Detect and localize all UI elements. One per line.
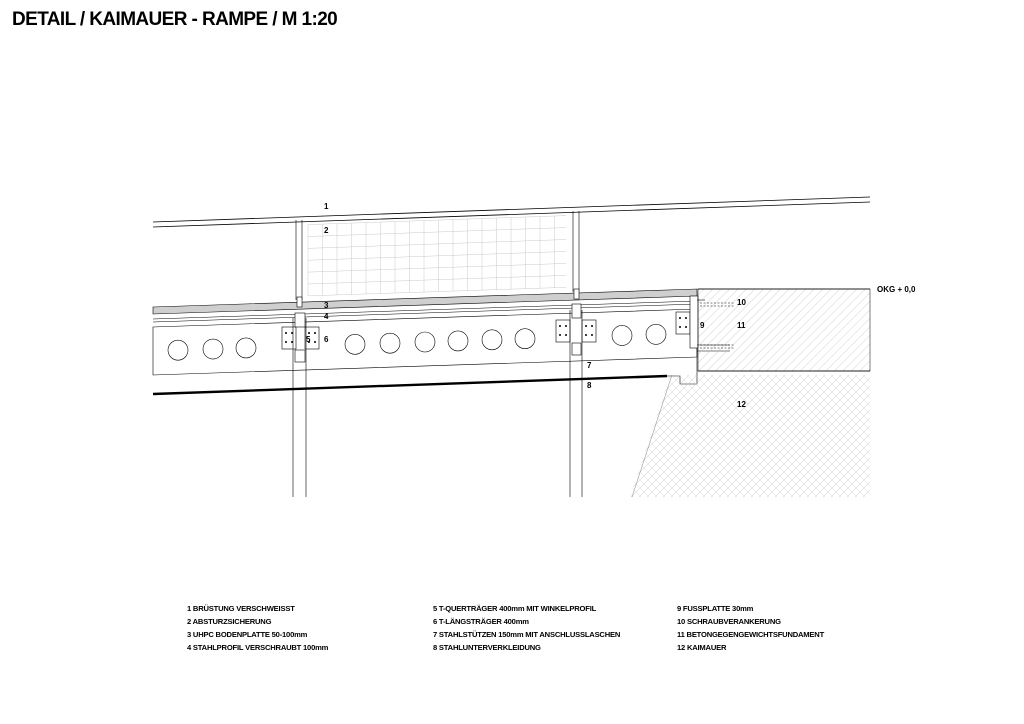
connection-plate-left [282, 327, 296, 349]
mesh-wire [308, 275, 566, 284]
legend-item: 11 BETONGEGENGEWICHTSFUNDAMENT [677, 630, 825, 639]
web-opening [515, 329, 535, 349]
callout-12: 12 [737, 400, 746, 409]
counterweight-foundation [698, 289, 870, 371]
web-opening [612, 325, 632, 345]
callout-4: 4 [324, 312, 329, 321]
railing [153, 197, 870, 300]
web-opening [380, 333, 400, 353]
longitudinal-girder [153, 309, 697, 375]
legend-item: 4 STAHLPROFIL VERSCHRAUBT 100mm [187, 643, 329, 652]
callout-3: 3 [324, 301, 329, 310]
web-opening [482, 330, 502, 350]
legend-item: 5 T-QUERTRÄGER 400mm MIT WINKELPROFIL [433, 604, 597, 613]
connection-plate-mid-2 [582, 320, 596, 342]
legend-item: 9 FUSSPLATTE 30mm [677, 604, 754, 613]
legend-item: 1 BRÜSTUNG VERSCHWEISST [187, 604, 295, 613]
page-title: DETAIL / KAIMAUER - RAMPE / M 1:20 [12, 9, 338, 30]
web-opening [236, 338, 256, 358]
callout-10: 10 [737, 298, 746, 307]
legend-item: 12 KAIMAUER [677, 643, 727, 652]
callout-2: 2 [324, 226, 329, 235]
callout-9: 9 [700, 321, 705, 330]
web-opening [345, 334, 365, 354]
quay-wall [630, 371, 870, 497]
connection-plate-right [676, 312, 690, 334]
legend-item: 8 STAHLUNTERVERKLEIDUNG [433, 643, 541, 652]
legend-item: 10 SCHRAUBVERANKERUNG [677, 617, 781, 626]
callout-8: 8 [587, 381, 592, 390]
web-opening [203, 339, 223, 359]
mesh-wire [308, 263, 566, 272]
callout-1: 1 [324, 202, 329, 211]
callout-11: 11 [737, 321, 746, 330]
legend-column-1 [187, 602, 328, 654]
callout-7: 7 [587, 361, 592, 370]
web-opening [448, 331, 468, 351]
callout-6: 6 [324, 335, 329, 344]
legend-item: 3 UHPC BODENPLATTE 50-100mm [187, 630, 308, 639]
legend-column-2 [433, 602, 620, 654]
legend-column-3 [677, 602, 824, 654]
web-opening [168, 340, 188, 360]
web-opening [415, 332, 435, 352]
legend-item: 6 T-LÄNGSTRÄGER 400mm [433, 617, 529, 626]
web-opening [646, 324, 666, 344]
connection-plate-mid [556, 320, 570, 342]
fall-protection-mesh [308, 216, 566, 296]
mesh-wire [308, 251, 566, 260]
mesh-wire [308, 240, 566, 249]
mesh-wire [308, 228, 566, 237]
legend-item: 2 ABSTURZSICHERUNG [187, 617, 272, 626]
level-marker: OKG + 0,0 [877, 285, 916, 294]
callout-5: 5 [306, 335, 311, 344]
legend-item: 7 STAHLSTÜTZEN 150mm MIT ANSCHLUSSLASCHEN [433, 630, 621, 639]
